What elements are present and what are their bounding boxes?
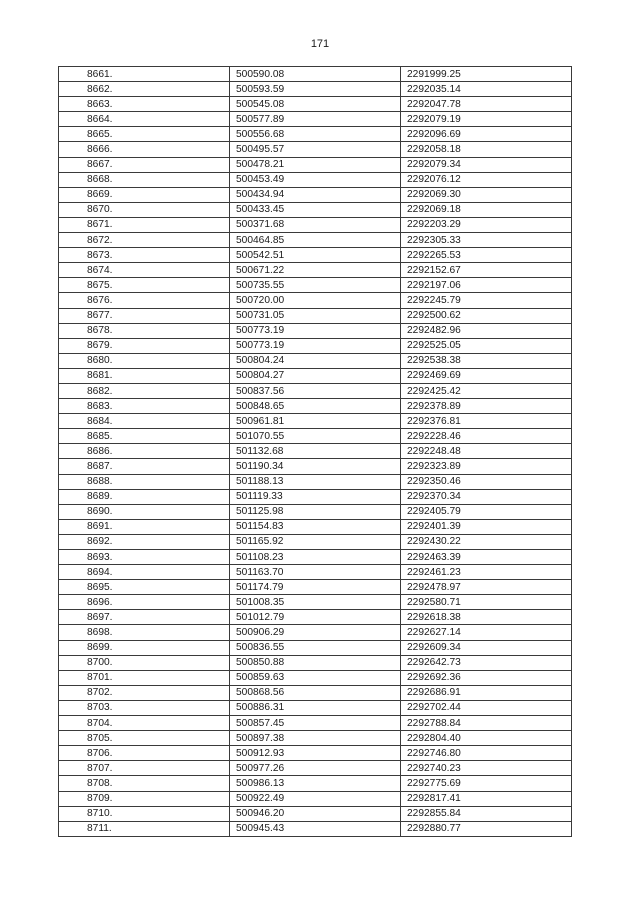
coordinates-table-body	[59, 67, 572, 837]
y-coordinate-cell: 2292500.62	[401, 308, 572, 323]
table-row	[59, 459, 572, 474]
y-coordinate-cell: 2292248.48	[401, 444, 572, 459]
point-number-cell: 8667.	[59, 157, 230, 172]
x-coordinate-cell: 500495.57	[230, 142, 401, 157]
point-number-cell: 8691.	[59, 519, 230, 534]
table-row	[59, 731, 572, 746]
table-row	[59, 580, 572, 595]
x-coordinate-cell: 500848.65	[230, 399, 401, 414]
y-coordinate-cell: 2292817.41	[401, 791, 572, 806]
y-coordinate-cell: 2292323.89	[401, 459, 572, 474]
y-coordinate-cell: 2292376.81	[401, 414, 572, 429]
y-coordinate-cell: 2292401.39	[401, 519, 572, 534]
point-number-cell: 8675.	[59, 278, 230, 293]
point-number-cell: 8677.	[59, 308, 230, 323]
y-coordinate-cell: 2292047.78	[401, 97, 572, 112]
table-row	[59, 685, 572, 700]
table-row	[59, 187, 572, 202]
point-number-cell: 8665.	[59, 127, 230, 142]
x-coordinate-cell: 500912.93	[230, 746, 401, 761]
table-row	[59, 776, 572, 791]
point-number-cell: 8693.	[59, 550, 230, 565]
y-coordinate-cell: 2292152.67	[401, 263, 572, 278]
table-row	[59, 806, 572, 821]
point-number-cell: 8662.	[59, 82, 230, 97]
y-coordinate-cell: 2292775.69	[401, 776, 572, 791]
table-row	[59, 399, 572, 414]
table-row	[59, 489, 572, 504]
point-number-cell: 8709.	[59, 791, 230, 806]
x-coordinate-cell: 500542.51	[230, 248, 401, 263]
table-row	[59, 550, 572, 565]
point-number-cell: 8700.	[59, 655, 230, 670]
x-coordinate-cell: 501163.70	[230, 565, 401, 580]
x-coordinate-cell: 500433.45	[230, 202, 401, 217]
point-number-cell: 8668.	[59, 172, 230, 187]
table-row	[59, 338, 572, 353]
table-row	[59, 610, 572, 625]
point-number-cell: 8688.	[59, 474, 230, 489]
x-coordinate-cell: 500577.89	[230, 112, 401, 127]
table-row	[59, 474, 572, 489]
point-number-cell: 8669.	[59, 187, 230, 202]
x-coordinate-cell: 501132.68	[230, 444, 401, 459]
point-number-cell: 8704.	[59, 716, 230, 731]
table-row	[59, 746, 572, 761]
y-coordinate-cell: 2292686.91	[401, 685, 572, 700]
x-coordinate-cell: 500556.68	[230, 127, 401, 142]
table-row	[59, 278, 572, 293]
point-number-cell: 8711.	[59, 821, 230, 836]
point-number-cell: 8702.	[59, 685, 230, 700]
x-coordinate-cell: 500453.49	[230, 172, 401, 187]
point-number-cell: 8673.	[59, 248, 230, 263]
y-coordinate-cell: 2292035.14	[401, 82, 572, 97]
x-coordinate-cell: 500886.31	[230, 700, 401, 715]
table-row	[59, 761, 572, 776]
y-coordinate-cell: 2292370.34	[401, 489, 572, 504]
x-coordinate-cell: 500837.56	[230, 383, 401, 398]
point-number-cell: 8683.	[59, 399, 230, 414]
y-coordinate-cell: 2292469.69	[401, 368, 572, 383]
x-coordinate-cell: 500804.27	[230, 368, 401, 383]
point-number-cell: 8663.	[59, 97, 230, 112]
point-number-cell: 8699.	[59, 640, 230, 655]
y-coordinate-cell: 2292069.30	[401, 187, 572, 202]
point-number-cell: 8701.	[59, 670, 230, 685]
point-number-cell: 8674.	[59, 263, 230, 278]
x-coordinate-cell: 500850.88	[230, 655, 401, 670]
table-row	[59, 670, 572, 685]
x-coordinate-cell: 500804.24	[230, 353, 401, 368]
table-row	[59, 67, 572, 82]
point-number-cell: 8686.	[59, 444, 230, 459]
y-coordinate-cell: 2292430.22	[401, 534, 572, 549]
x-coordinate-cell: 500773.19	[230, 323, 401, 338]
y-coordinate-cell: 2292079.34	[401, 157, 572, 172]
y-coordinate-cell: 2292538.38	[401, 353, 572, 368]
y-coordinate-cell: 2292058.18	[401, 142, 572, 157]
table-row	[59, 157, 572, 172]
y-coordinate-cell: 2292525.05	[401, 338, 572, 353]
table-row	[59, 172, 572, 187]
x-coordinate-cell: 500857.45	[230, 716, 401, 731]
table-row	[59, 429, 572, 444]
x-coordinate-cell: 500836.55	[230, 640, 401, 655]
y-coordinate-cell: 2292642.73	[401, 655, 572, 670]
table-row	[59, 368, 572, 383]
table-row	[59, 791, 572, 806]
x-coordinate-cell: 501070.55	[230, 429, 401, 444]
table-row	[59, 625, 572, 640]
y-coordinate-cell: 2292245.79	[401, 293, 572, 308]
table-row	[59, 248, 572, 263]
x-coordinate-cell: 500735.55	[230, 278, 401, 293]
table-row	[59, 97, 572, 112]
table-row	[59, 655, 572, 670]
point-number-cell: 8707.	[59, 761, 230, 776]
table-row	[59, 383, 572, 398]
x-coordinate-cell: 501174.79	[230, 580, 401, 595]
table-row	[59, 308, 572, 323]
table-row	[59, 595, 572, 610]
x-coordinate-cell: 500590.08	[230, 67, 401, 82]
x-coordinate-cell: 501188.13	[230, 474, 401, 489]
page-number: 171	[310, 38, 330, 50]
table-row	[59, 444, 572, 459]
point-number-cell: 8661.	[59, 67, 230, 82]
table-row	[59, 233, 572, 248]
y-coordinate-cell: 2292880.77	[401, 821, 572, 836]
x-coordinate-cell: 500464.85	[230, 233, 401, 248]
x-coordinate-cell: 501125.98	[230, 504, 401, 519]
table-row	[59, 263, 572, 278]
y-coordinate-cell: 2292702.44	[401, 700, 572, 715]
y-coordinate-cell: 2292627.14	[401, 625, 572, 640]
y-coordinate-cell: 2292609.34	[401, 640, 572, 655]
point-number-cell: 8698.	[59, 625, 230, 640]
x-coordinate-cell: 500593.59	[230, 82, 401, 97]
point-number-cell: 8705.	[59, 731, 230, 746]
point-number-cell: 8692.	[59, 534, 230, 549]
y-coordinate-cell: 2292069.18	[401, 202, 572, 217]
table-row	[59, 504, 572, 519]
x-coordinate-cell: 500773.19	[230, 338, 401, 353]
x-coordinate-cell: 500868.56	[230, 685, 401, 700]
x-coordinate-cell: 500478.21	[230, 157, 401, 172]
y-coordinate-cell: 2292855.84	[401, 806, 572, 821]
table-row	[59, 82, 572, 97]
table-row	[59, 821, 572, 836]
table-row	[59, 414, 572, 429]
point-number-cell: 8680.	[59, 353, 230, 368]
y-coordinate-cell: 2292079.19	[401, 112, 572, 127]
y-coordinate-cell: 2292305.33	[401, 233, 572, 248]
point-number-cell: 8684.	[59, 414, 230, 429]
point-number-cell: 8664.	[59, 112, 230, 127]
x-coordinate-cell: 501108.23	[230, 550, 401, 565]
y-coordinate-cell: 2292692.36	[401, 670, 572, 685]
y-coordinate-cell: 2292461.23	[401, 565, 572, 580]
point-number-cell: 8696.	[59, 595, 230, 610]
point-number-cell: 8708.	[59, 776, 230, 791]
point-number-cell: 8706.	[59, 746, 230, 761]
point-number-cell: 8682.	[59, 383, 230, 398]
table-row	[59, 700, 572, 715]
point-number-cell: 8672.	[59, 233, 230, 248]
x-coordinate-cell: 500731.05	[230, 308, 401, 323]
x-coordinate-cell: 500545.08	[230, 97, 401, 112]
point-number-cell: 8670.	[59, 202, 230, 217]
x-coordinate-cell: 500946.20	[230, 806, 401, 821]
point-number-cell: 8678.	[59, 323, 230, 338]
x-coordinate-cell: 501165.92	[230, 534, 401, 549]
table-row	[59, 202, 572, 217]
table-row	[59, 716, 572, 731]
y-coordinate-cell: 2292482.96	[401, 323, 572, 338]
y-coordinate-cell: 2292197.06	[401, 278, 572, 293]
x-coordinate-cell: 500720.00	[230, 293, 401, 308]
point-number-cell: 8676.	[59, 293, 230, 308]
point-number-cell: 8695.	[59, 580, 230, 595]
point-number-cell: 8671.	[59, 217, 230, 232]
table-row	[59, 565, 572, 580]
y-coordinate-cell: 2292478.97	[401, 580, 572, 595]
y-coordinate-cell: 2292378.89	[401, 399, 572, 414]
table-row	[59, 353, 572, 368]
y-coordinate-cell: 2292746.80	[401, 746, 572, 761]
point-number-cell: 8687.	[59, 459, 230, 474]
x-coordinate-cell: 500434.94	[230, 187, 401, 202]
y-coordinate-cell: 2292076.12	[401, 172, 572, 187]
y-coordinate-cell: 2292265.53	[401, 248, 572, 263]
x-coordinate-cell: 501012.79	[230, 610, 401, 625]
x-coordinate-cell: 500371.68	[230, 217, 401, 232]
table-row	[59, 519, 572, 534]
y-coordinate-cell: 2292618.38	[401, 610, 572, 625]
table-row	[59, 323, 572, 338]
x-coordinate-cell: 500671.22	[230, 263, 401, 278]
point-number-cell: 8681.	[59, 368, 230, 383]
point-number-cell: 8666.	[59, 142, 230, 157]
x-coordinate-cell: 500906.29	[230, 625, 401, 640]
point-number-cell: 8679.	[59, 338, 230, 353]
table-row	[59, 534, 572, 549]
x-coordinate-cell: 500977.26	[230, 761, 401, 776]
x-coordinate-cell: 500897.38	[230, 731, 401, 746]
x-coordinate-cell: 501154.83	[230, 519, 401, 534]
coordinates-table	[58, 66, 572, 837]
x-coordinate-cell: 501190.34	[230, 459, 401, 474]
y-coordinate-cell: 2292096.69	[401, 127, 572, 142]
y-coordinate-cell: 2292788.84	[401, 716, 572, 731]
table-row	[59, 217, 572, 232]
y-coordinate-cell: 2292740.23	[401, 761, 572, 776]
table-row	[59, 293, 572, 308]
y-coordinate-cell: 2292425.42	[401, 383, 572, 398]
point-number-cell: 8689.	[59, 489, 230, 504]
table-row	[59, 127, 572, 142]
x-coordinate-cell: 500859.63	[230, 670, 401, 685]
x-coordinate-cell: 501119.33	[230, 489, 401, 504]
x-coordinate-cell: 500961.81	[230, 414, 401, 429]
y-coordinate-cell: 2291999.25	[401, 67, 572, 82]
x-coordinate-cell: 500922.49	[230, 791, 401, 806]
point-number-cell: 8710.	[59, 806, 230, 821]
x-coordinate-cell: 501008.35	[230, 595, 401, 610]
x-coordinate-cell: 500986.13	[230, 776, 401, 791]
y-coordinate-cell: 2292350.46	[401, 474, 572, 489]
table-row	[59, 640, 572, 655]
table-row	[59, 112, 572, 127]
point-number-cell: 8694.	[59, 565, 230, 580]
point-number-cell: 8697.	[59, 610, 230, 625]
y-coordinate-cell: 2292804.40	[401, 731, 572, 746]
y-coordinate-cell: 2292405.79	[401, 504, 572, 519]
x-coordinate-cell: 500945.43	[230, 821, 401, 836]
point-number-cell: 8690.	[59, 504, 230, 519]
y-coordinate-cell: 2292203.29	[401, 217, 572, 232]
point-number-cell: 8703.	[59, 700, 230, 715]
table-row	[59, 142, 572, 157]
y-coordinate-cell: 2292580.71	[401, 595, 572, 610]
point-number-cell: 8685.	[59, 429, 230, 444]
y-coordinate-cell: 2292228.46	[401, 429, 572, 444]
y-coordinate-cell: 2292463.39	[401, 550, 572, 565]
